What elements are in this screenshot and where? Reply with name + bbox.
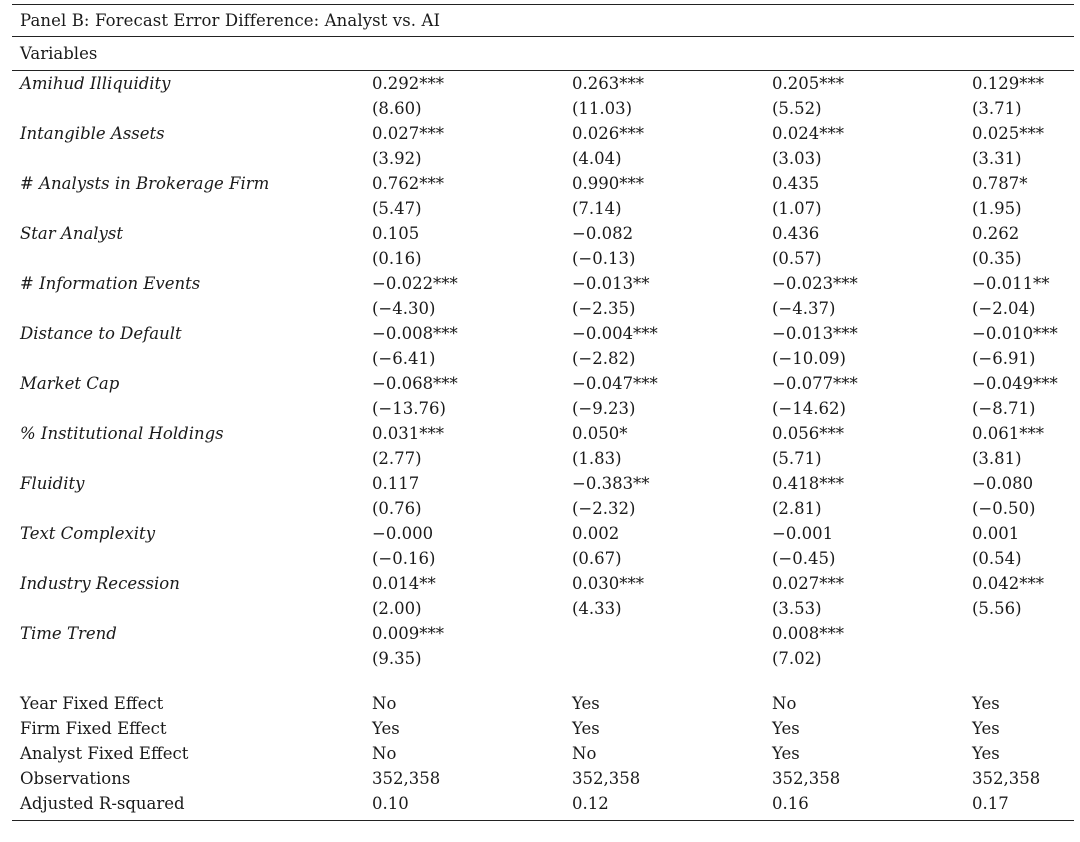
table-cell: 0.435 <box>772 174 820 193</box>
table-cell: (5.52) <box>772 99 822 118</box>
table-cell: (−0.50) <box>972 499 1036 518</box>
table-cell: 0.025*** <box>972 124 1044 143</box>
table-cell: −0.008*** <box>372 324 458 343</box>
table-cell: −0.000 <box>372 524 434 543</box>
t-stat-row <box>12 496 1074 521</box>
table-cell: (−2.35) <box>572 299 636 318</box>
table-cell: (−13.76) <box>372 399 446 418</box>
table-cell: 0.762*** <box>372 174 444 193</box>
table-cell: (0.57) <box>772 249 822 268</box>
table-cell: (4.04) <box>572 149 622 168</box>
t-stat-row <box>12 96 1074 121</box>
row-label: Observations <box>20 769 131 788</box>
t-stat-row <box>12 646 1074 671</box>
table-cell: (1.83) <box>572 449 622 468</box>
summary-row <box>12 766 1074 791</box>
table-cell: 0.009*** <box>372 624 444 643</box>
table-cell: (11.03) <box>572 99 633 118</box>
table-cell: 0.16 <box>772 794 809 813</box>
table-cell: 0.10 <box>372 794 409 813</box>
table-cell: (0.76) <box>372 499 422 518</box>
table-cell: No <box>372 694 397 713</box>
panel-title: Panel B: Forecast Error Difference: Analyst vs. AI <box>20 11 441 30</box>
row-label <box>12 296 372 321</box>
table-cell: (3.03) <box>772 149 822 168</box>
table-cell: (4.33) <box>572 599 622 618</box>
table-cell: 0.418*** <box>772 474 844 493</box>
table-cell <box>572 621 772 646</box>
table-cell: −0.082 <box>572 224 634 243</box>
table-cell: Yes <box>972 719 1000 738</box>
table-cell: Yes <box>772 719 800 738</box>
table-cell: −0.001 <box>772 524 834 543</box>
row-label <box>12 646 372 671</box>
t-stat-row <box>12 296 1074 321</box>
table-cell: 0.027*** <box>372 124 444 143</box>
table-cell: 0.17 <box>972 794 1009 813</box>
row-label: Analyst Fixed Effect <box>20 744 189 763</box>
table-cell: −0.023*** <box>772 274 858 293</box>
coefficient-row <box>12 421 1074 446</box>
table-cell: No <box>772 694 797 713</box>
variable-rows <box>12 71 1074 671</box>
table-cell: 352,358 <box>372 769 441 788</box>
table-cell: 0.026*** <box>572 124 644 143</box>
t-stat-row <box>12 196 1074 221</box>
table-cell: 0.117 <box>372 474 420 493</box>
table-cell: 0.292*** <box>372 74 444 93</box>
table-cell: (−6.41) <box>372 349 436 368</box>
row-label <box>12 396 372 421</box>
row-label: Adjusted R-squared <box>20 794 185 813</box>
table-cell: 0.129*** <box>972 74 1044 93</box>
row-label <box>12 496 372 521</box>
t-stat-row <box>12 146 1074 171</box>
row-label: Fluidity <box>20 474 85 493</box>
row-label <box>12 346 372 371</box>
table-cell: Yes <box>972 744 1000 763</box>
coefficient-row <box>12 521 1074 546</box>
row-label: Intangible Assets <box>20 124 165 143</box>
table-cell: 352,358 <box>772 769 841 788</box>
coefficient-row <box>12 321 1074 346</box>
table-cell: 352,358 <box>972 769 1041 788</box>
table-cell: Yes <box>572 694 600 713</box>
table-cell: 0.050* <box>572 424 628 443</box>
t-stat-row <box>12 546 1074 571</box>
table-cell: −0.013** <box>572 274 650 293</box>
table-cell: (−8.71) <box>972 399 1036 418</box>
row-label: Time Trend <box>20 624 117 643</box>
table-cell: (1.07) <box>772 199 822 218</box>
table-cell: No <box>372 744 397 763</box>
row-label: Year Fixed Effect <box>20 694 164 713</box>
table-cell: (−2.32) <box>572 499 636 518</box>
table-cell: (5.56) <box>972 599 1022 618</box>
summary-row <box>12 791 1074 816</box>
table-cell: Yes <box>572 719 600 738</box>
table-cell: (7.02) <box>772 649 822 668</box>
table-cell: (−2.82) <box>572 349 636 368</box>
table-cell: 0.262 <box>972 224 1020 243</box>
row-label: # Analysts in Brokerage Firm <box>20 174 270 193</box>
section-spacer <box>12 671 1074 691</box>
row-label <box>12 96 372 121</box>
coefficient-row <box>12 371 1074 396</box>
table-cell: (0.35) <box>972 249 1022 268</box>
table-cell: (9.35) <box>372 649 422 668</box>
table-cell: 0.031*** <box>372 424 444 443</box>
table-cell: (−10.09) <box>772 349 846 368</box>
regression-table <box>12 4 1074 821</box>
row-label: # Information Events <box>20 274 201 293</box>
table-cell: 0.001 <box>972 524 1020 543</box>
t-stat-row <box>12 396 1074 421</box>
table-cell: (1.95) <box>972 199 1022 218</box>
table-cell: (−9.23) <box>572 399 636 418</box>
t-stat-row <box>12 346 1074 371</box>
table-cell: (5.47) <box>372 199 422 218</box>
table-cell: −0.383** <box>572 474 650 493</box>
coefficient-row <box>12 71 1074 96</box>
t-stat-row <box>12 246 1074 271</box>
row-label: Star Analyst <box>20 224 123 243</box>
table-cell: 0.205*** <box>772 74 844 93</box>
row-label <box>12 196 372 221</box>
table-cell: 0.042*** <box>972 574 1044 593</box>
table-cell: (0.54) <box>972 549 1022 568</box>
table-cell <box>972 621 1074 646</box>
table-cell: (−14.62) <box>772 399 846 418</box>
table-cell: 0.030*** <box>572 574 644 593</box>
table-cell: −0.068*** <box>372 374 458 393</box>
table-cell: (−2.04) <box>972 299 1036 318</box>
coefficient-row <box>12 571 1074 596</box>
table-cell: (−0.45) <box>772 549 836 568</box>
table-cell <box>972 646 1074 671</box>
table-cell: Yes <box>372 719 400 738</box>
summary-row <box>12 691 1074 716</box>
bottom-rule <box>12 820 1074 821</box>
row-label <box>12 446 372 471</box>
table-cell: −0.011** <box>972 274 1050 293</box>
row-label <box>12 146 372 171</box>
row-label: Market Cap <box>20 374 120 393</box>
table-cell: −0.049*** <box>972 374 1058 393</box>
table-cell: (5.71) <box>772 449 822 468</box>
summary-row <box>12 741 1074 766</box>
coefficient-row <box>12 271 1074 296</box>
table-cell: (2.81) <box>772 499 822 518</box>
table-cell: −0.077*** <box>772 374 858 393</box>
coefficient-row <box>12 621 1074 646</box>
table-body <box>12 71 1074 820</box>
table-cell: 0.061*** <box>972 424 1044 443</box>
coefficient-row <box>12 221 1074 246</box>
table-cell: −0.013*** <box>772 324 858 343</box>
table-cell: Yes <box>772 744 800 763</box>
table-cell: −0.010*** <box>972 324 1058 343</box>
row-label <box>12 246 372 271</box>
table-cell: 0.12 <box>572 794 609 813</box>
table-cell: 0.787* <box>972 174 1028 193</box>
table-cell: 0.014** <box>372 574 436 593</box>
row-label: Text Complexity <box>20 524 156 543</box>
coefficient-row <box>12 171 1074 196</box>
table-cell: 0.105 <box>372 224 420 243</box>
table-cell: (2.77) <box>372 449 422 468</box>
row-label: % Institutional Holdings <box>20 424 224 443</box>
table-cell: (7.14) <box>572 199 622 218</box>
row-label <box>12 546 372 571</box>
table-cell: −0.080 <box>972 474 1034 493</box>
summary-rows <box>12 691 1074 816</box>
table-cell: No <box>572 744 597 763</box>
table-cell: −0.004*** <box>572 324 658 343</box>
table-cell: 0.024*** <box>772 124 844 143</box>
table-cell: (−6.91) <box>972 349 1036 368</box>
summary-row <box>12 716 1074 741</box>
coefficient-row <box>12 121 1074 146</box>
table-cell: (3.92) <box>372 149 422 168</box>
table-cell: (8.60) <box>372 99 422 118</box>
t-stat-row <box>12 596 1074 621</box>
table-cell: 0.990*** <box>572 174 644 193</box>
table-cell: 0.002 <box>572 524 620 543</box>
table-cell: −0.047*** <box>572 374 658 393</box>
table-cell: 0.263*** <box>572 74 644 93</box>
row-label: Firm Fixed Effect <box>20 719 167 738</box>
table-cell: (0.16) <box>372 249 422 268</box>
row-label <box>12 596 372 621</box>
table-cell: (−4.30) <box>372 299 436 318</box>
table-cell: (3.31) <box>972 149 1022 168</box>
table-cell: 0.056*** <box>772 424 844 443</box>
table-cell: (3.53) <box>772 599 822 618</box>
table-cell: Yes <box>972 694 1000 713</box>
table-cell: 352,358 <box>572 769 641 788</box>
coefficient-row <box>12 471 1074 496</box>
table-cell: (−0.13) <box>572 249 636 268</box>
table-cell: 0.008*** <box>772 624 844 643</box>
table-cell: (−0.16) <box>372 549 436 568</box>
table-cell: 0.027*** <box>772 574 844 593</box>
table-cell: 0.436 <box>772 224 820 243</box>
table-cell: (−4.37) <box>772 299 836 318</box>
row-label: Industry Recession <box>20 574 180 593</box>
variables-header: Variables <box>20 44 98 63</box>
row-label: Distance to Default <box>20 324 182 343</box>
t-stat-row <box>12 446 1074 471</box>
table-cell: −0.022*** <box>372 274 458 293</box>
row-label: Amihud Illiquidity <box>20 74 171 93</box>
table-cell: (0.67) <box>572 549 622 568</box>
table-cell: (3.81) <box>972 449 1022 468</box>
table-cell <box>572 646 772 671</box>
table-cell: (2.00) <box>372 599 422 618</box>
table-cell: (3.71) <box>972 99 1022 118</box>
